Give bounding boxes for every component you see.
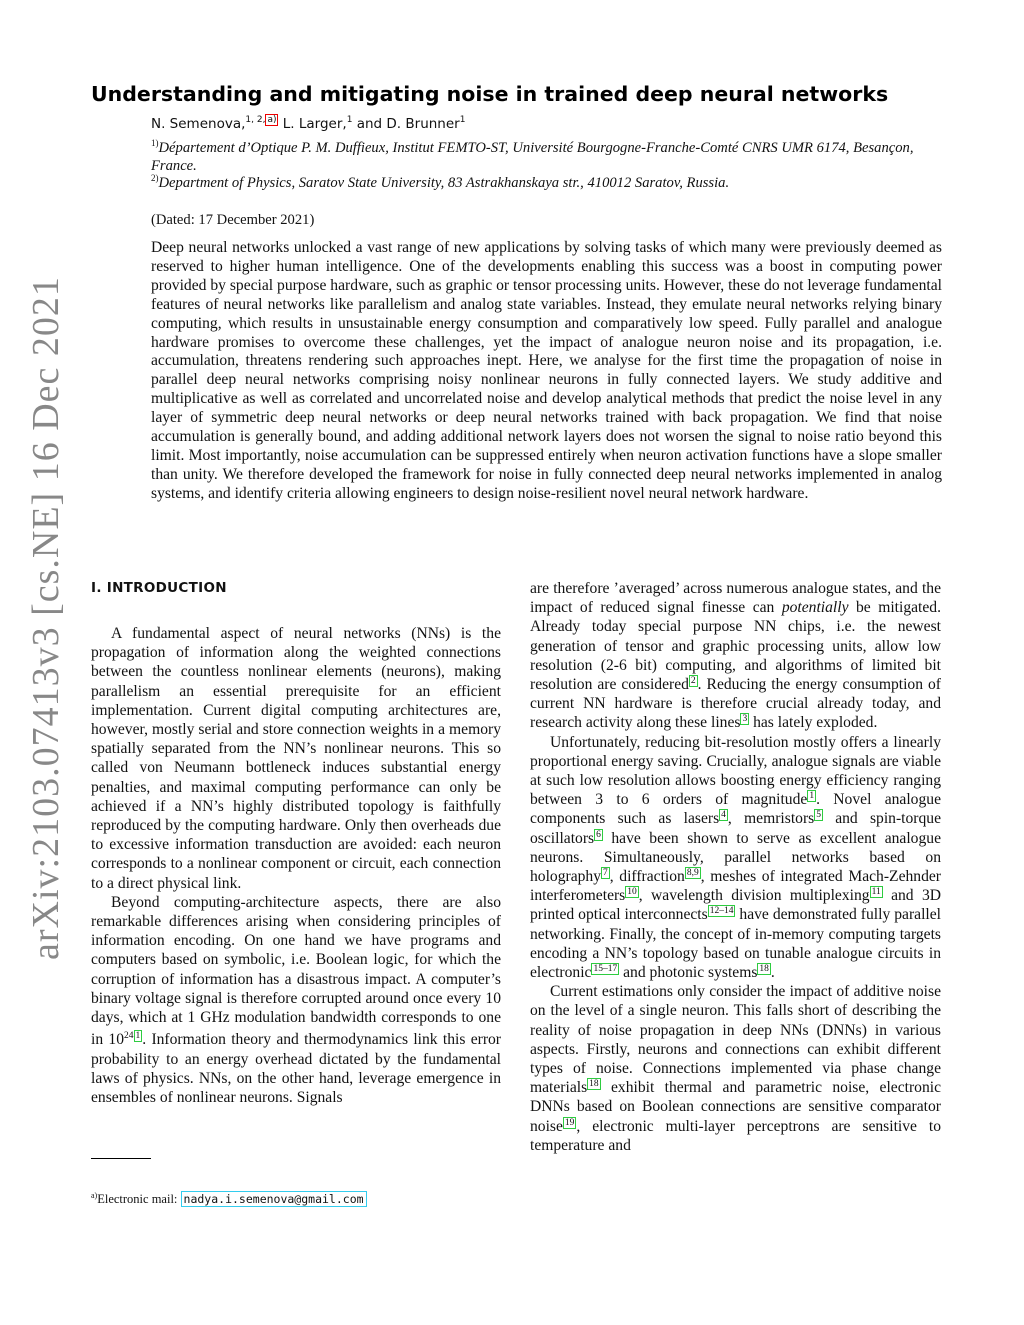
exponent: 24	[124, 1031, 134, 1042]
footnote-link[interactable]: a)	[267, 115, 277, 125]
affiliation-mark: 2)	[151, 173, 159, 183]
affiliation-text: Department of Physics, Saratov State University, 83 Astrakhanskaya str., 410012 Saratov, Russia.	[158, 175, 730, 191]
text-run: . Reducing the energy consumption of current NN hardware is therefore crucial already today, and research activity along these lines	[530, 676, 941, 732]
author-affil-mark: 1	[346, 115, 353, 125]
author-brunner: and D. Brunner	[352, 116, 460, 132]
paper-title: Understanding and mitigating noise in trained deep neural networks	[91, 82, 889, 106]
citation-link[interactable]: 4	[721, 810, 726, 821]
text-run: . Information theory and thermodynamics link this error probability to an energy overhead dictated by the fundamental laws of physics. NNs, on the other hand, leverage emergence in ensembles of nonlinear neurons. Signals	[91, 1031, 501, 1107]
date-line: (Dated: 17 December 2021)	[151, 212, 315, 228]
footnote-mark: a)	[91, 1191, 98, 1200]
citation-link[interactable]: 1	[809, 791, 815, 802]
text-run: and photonic systems	[619, 964, 758, 982]
left-column	[91, 624, 501, 1107]
citation-link[interactable]: 2	[690, 676, 696, 687]
text-run: , diffraction	[609, 868, 685, 886]
text-run: are therefore ’averaged’ across numerous analogue states, and the impact of reduced signal finesse can	[530, 580, 941, 617]
text-run: , electronic multi-layer perceptrons are sensitive to temperature and	[530, 1117, 941, 1154]
citation-link[interactable]: 11	[871, 887, 881, 898]
text-run: be mitigated. Already today special purpose NN chips, i.e. the newest generation of tensor and graphic processing units, allow low resolution (2-6 bit) computing, and algorithms of limited bit resolution are considered	[530, 599, 941, 694]
text-run: exhibit thermal and parametric noise, electronic DNNs based on Boolean connections are sensitive comparator noise	[530, 1079, 941, 1135]
affiliation-2	[151, 169, 941, 192]
paragraph	[91, 893, 501, 1107]
text-run: have been shown to serve as excellent analogue neurons. Simultaneously, parallel networks based on holography	[530, 829, 941, 886]
author-affil-mark: 1	[459, 115, 466, 125]
text-run: have demonstrated fully parallel networking. Finally, the concept of in-memory computing targets encoding a NN’s topology based on tunable analogue circuits in electronic	[530, 906, 941, 982]
text-run: .	[770, 964, 775, 982]
text-run: , meshes of integrated Mach-Zehnder interferometers	[530, 868, 941, 905]
right-column	[530, 579, 941, 1155]
citation-link[interactable]: 3	[742, 714, 748, 725]
text-run: , memristors	[727, 810, 815, 828]
paragraph	[530, 982, 941, 1155]
text-run: and 3D printed optical interconnects	[530, 887, 942, 924]
text-run: has lately exploded.	[749, 714, 878, 732]
abstract: Deep neural networks unlocked a vast range of new applications by solving tasks of which many were previously deemed as reserved to higher human intelligence. One of the developments enabling this success was a boost in computing power provided by special purpose hardware, such as graphic or tensor processing units. However, these do not leverage fundamental features of neural networks like parallelism and analog state variables. Instead, they emulate neural networks relying binary computing, which results in unsustainable energy consumption and comparatively low speed. Fully parallel and analogue hardware promises to overcome these challenges, yet the impact of analogue neuron noise and its propagation, i.e. accumulation, threatens rendering such approaches inept. Here, we analyse for the first time the propagation of noise in parallel deep neural networks comprising noisy nonlinear neurons in fully connected layers. We study additive and multiplicative as well as correlated and uncorrelated noise and develop analytical methods that predict the noise level in any layer of symmetric deep neural networks or deep neural networks trained with back propagation. We find that noise accumulation is generally bound, and adding additional network layers does not worsen the signal to noise ratio beyond this limit. Most importantly, noise accumulation can be suppressed entirely when neuron activation functions have a slope smaller than unity. We therefore developed the framework for noise in fully connected deep neural networks implemented in analog systems, and identify criteria allowing engineers to design noise-resilient novel neural network hardware.	[151, 239, 942, 502]
footnote-divider	[91, 1158, 151, 1159]
text-run: Unfortunately, reducing bit-resolution mostly offers a linearly proportional energy saving. Crucially, analogue signals are viable at such low resolution allows boosting energy efficiency ranging between 3 to 6 orders of magnitude	[530, 733, 941, 809]
arxiv-stamp: arXiv:2103.07413v3 [cs.NE] 16 Dec 2021	[25, 276, 67, 960]
email-link[interactable]: nadya.i.semenova@gmail.com	[181, 1191, 367, 1207]
author-semenova: N. Semenova,	[151, 116, 246, 132]
text-run: and spin-torque oscillators	[530, 810, 941, 847]
paragraph	[530, 579, 941, 733]
citation-link[interactable]: 5	[816, 810, 821, 821]
paragraph: A fundamental aspect of neural networks (NNs) is the propagation of information along the weighted connections between the countless nonlinear elements (neurons), making parallelism an essential prerequisite for an efficient implementation. Current digital computing architectures are, however, mostly serial and store connection weights in a memory spatially separated from the NN’s nonlinear neurons. This so called von Neumann bottleneck induces substantial energy penalties, and maximal computing performance can only be achieved if a NN’s highly distributed topology is faithfully reproduced by the computing hardware. Only then overheads due to excessive information transduction are avoided: each neuron corresponds to a nonlinear component or circuit, each connection to a direct physical link.	[91, 625, 501, 892]
paragraph	[530, 733, 941, 983]
footnote-label: Electronic mail:	[97, 1192, 181, 1206]
citation-link[interactable]: 15–17	[593, 964, 618, 975]
text-run: . Novel analogue components such as lasers	[530, 791, 941, 828]
affiliation-text: Département d’Optique P. M. Duffieux, Institut FEMTO-ST, Université Bourgogne-Franche-Comté CNRS UMR 6174, Besançon, France.	[151, 140, 914, 174]
text-run: , wavelength division multiplexing	[638, 887, 870, 905]
author-larger: L. Larger,	[278, 116, 347, 132]
citation-link[interactable]: 12–14	[709, 906, 734, 917]
affiliation-mark: 1)	[151, 138, 159, 148]
text-run: Current estimations only consider the impact of additive noise on the level of a single neuron. This falls short of describing the reality of noise propagation in deep NNs (DNNs) in various aspects. Firstly, neurons and connections can exhibit different types of noise. Connections implemented via phase change materials	[530, 983, 941, 1097]
citation-link[interactable]: 18	[589, 1079, 599, 1090]
author-list	[151, 115, 465, 132]
citation-link[interactable]: 19	[564, 1117, 575, 1128]
citation-link[interactable]: 1	[135, 1031, 141, 1042]
author-affil-mark: 1, 2, a)	[245, 115, 277, 125]
footnote	[91, 1191, 367, 1207]
citation-link[interactable]: 10	[627, 887, 637, 898]
citation-link[interactable]: 6	[596, 829, 601, 840]
section-heading-introduction: I. INTRODUCTION	[91, 580, 227, 596]
citation-link[interactable]: 7	[603, 868, 608, 879]
emphasis: potentially	[781, 599, 849, 617]
text-run: Beyond computing-architecture aspects, there are also remarkable differences arising when considering principles of information encoding. On one hand we have programs and computers based on symbolic, i.e. Boolean logic, for which the corruption of information has a disastrous impact. A computer’s binary voltage signal is therefore corrupted around once every 10 days, which at 1 GHz modulation bandwidth corresponds to one in 10	[91, 893, 501, 1049]
citation-link[interactable]: 8,9	[686, 868, 699, 879]
citation-link[interactable]: 18	[759, 964, 769, 975]
